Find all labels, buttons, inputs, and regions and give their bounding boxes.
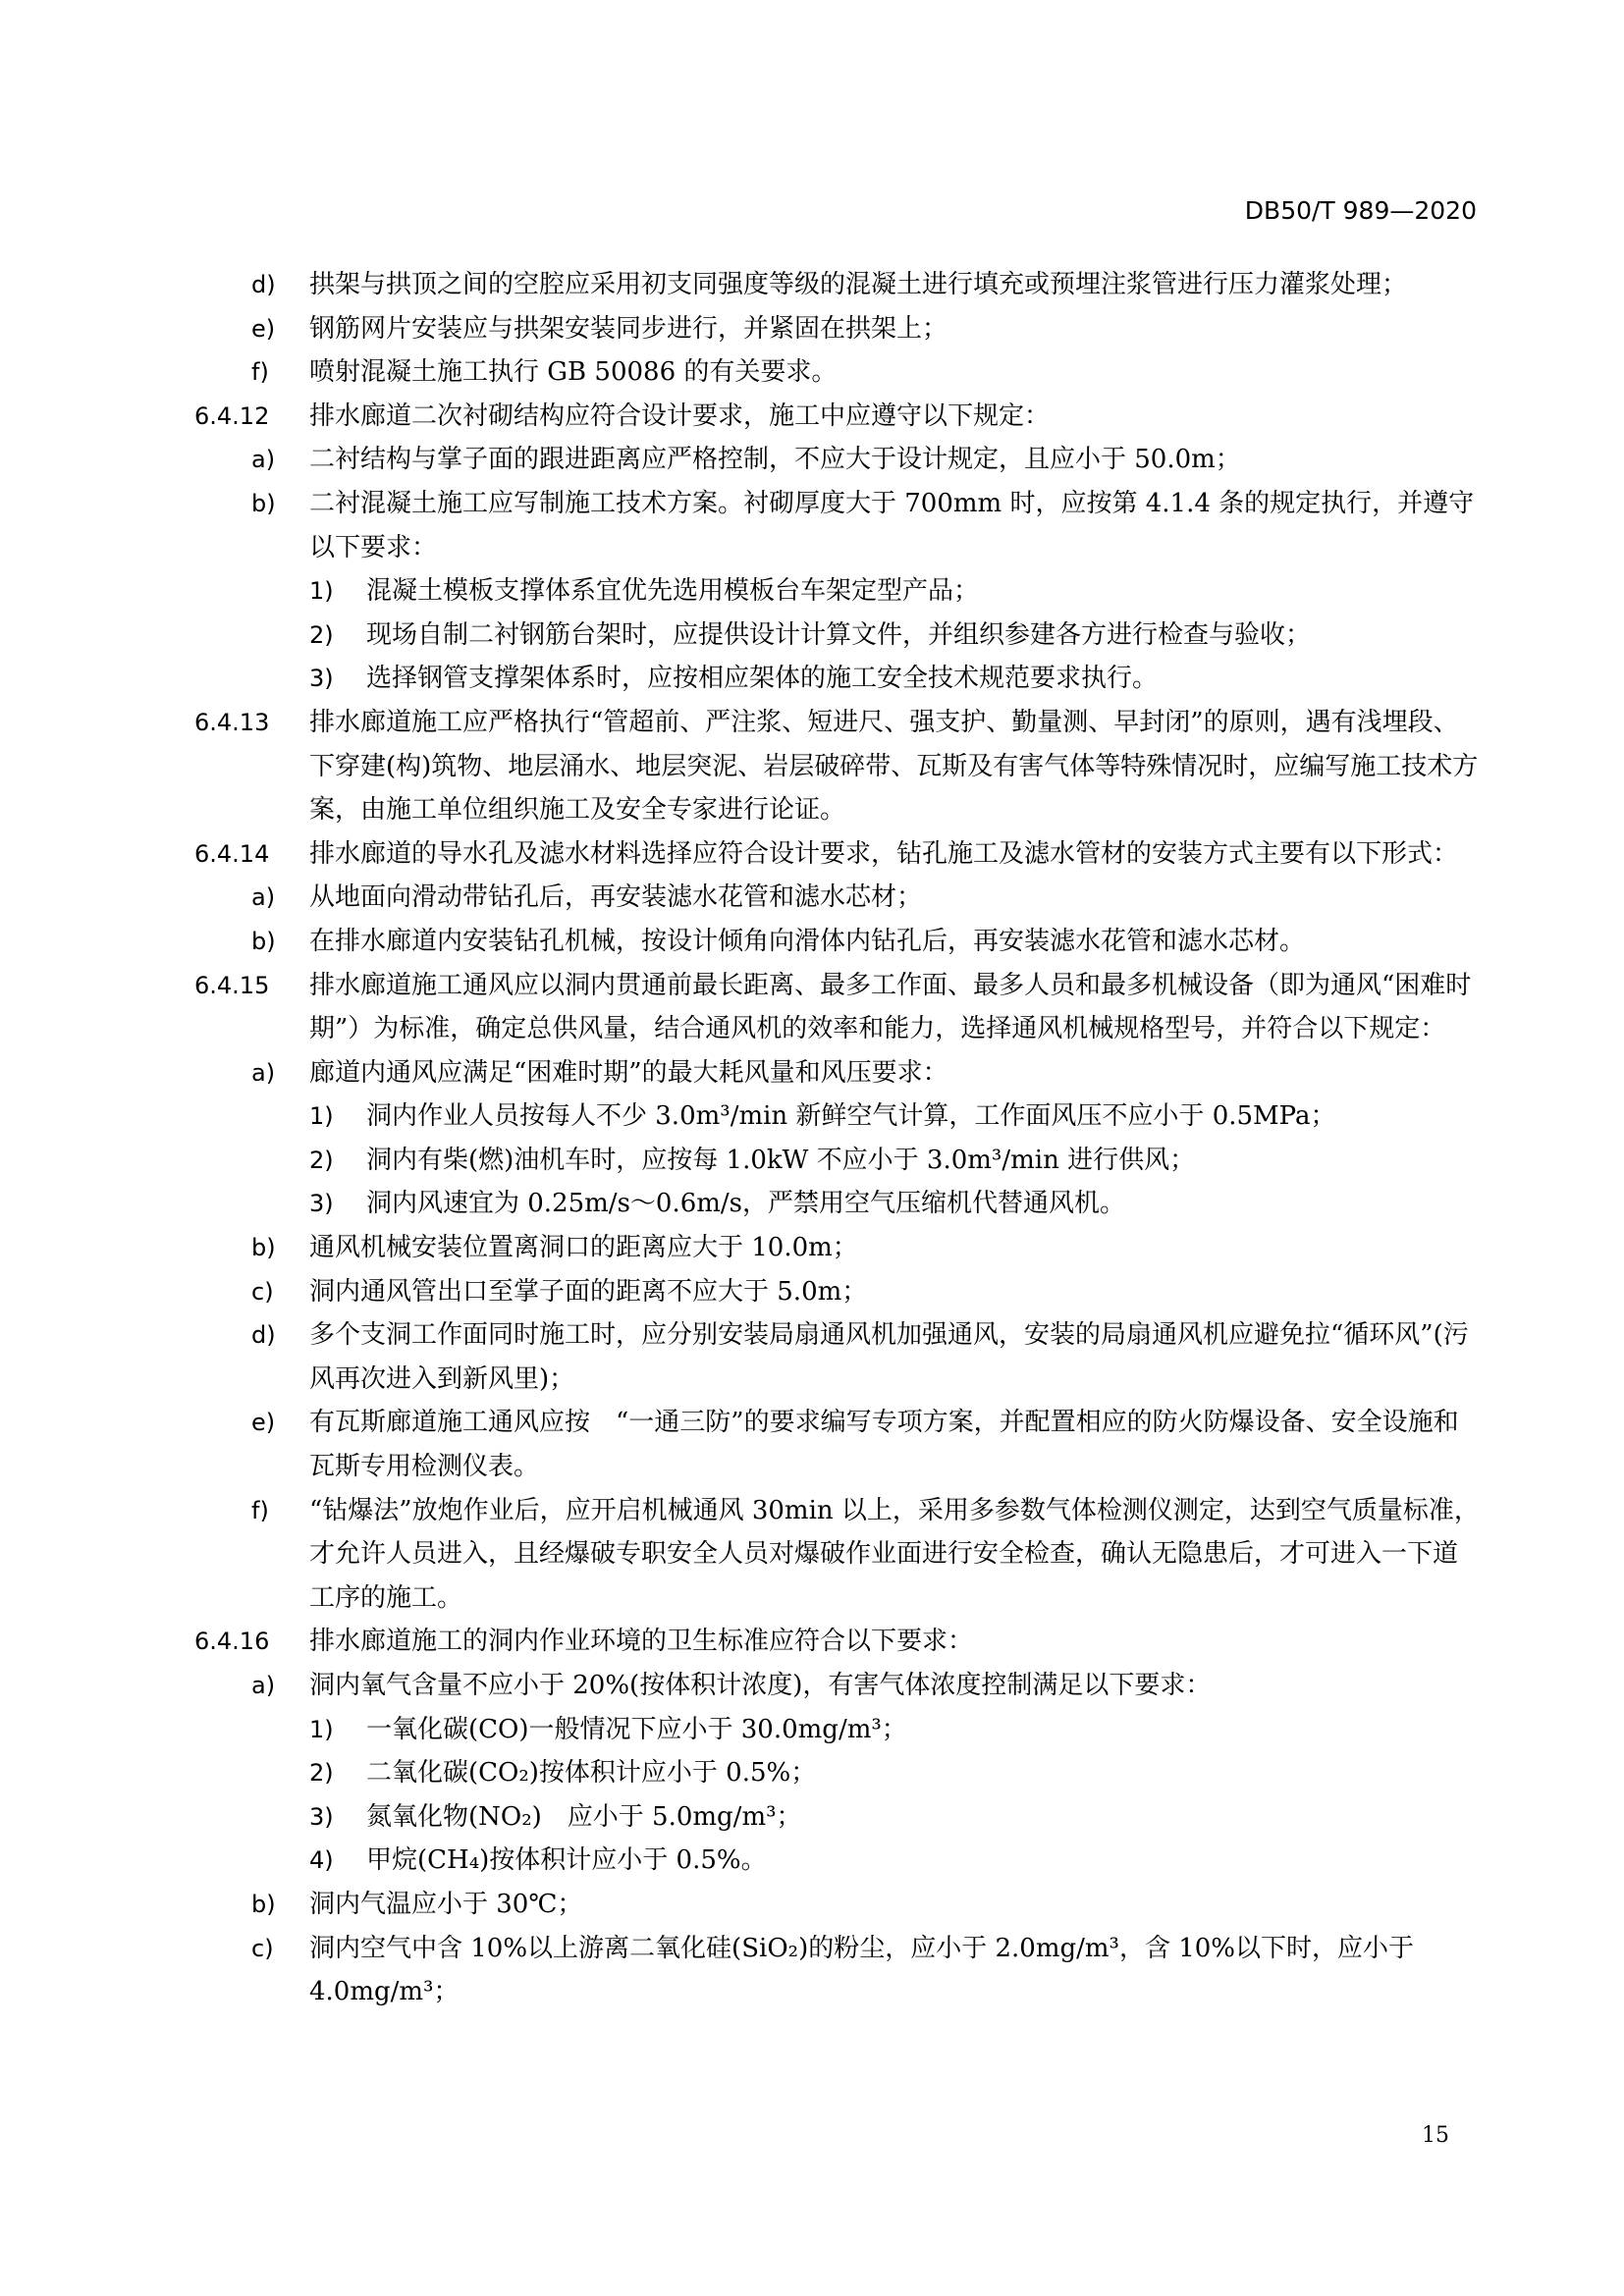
clause-number: 6.4.14 [194,839,270,868]
clause-paragraph [194,701,1481,832]
list-item [194,263,1481,307]
list-marker: d) [251,1321,276,1350]
item-text: 廊道内通风应满足“困难时期”的最大耗风量和风压要求： [309,1057,948,1088]
list-marker: c) [251,1277,274,1306]
item-text: 二衬结构与掌子面的跟进距离应严格控制，不应大于设计规定，且应小于 50.0m； [309,445,1241,475]
list-item [194,1270,1481,1314]
list-item [194,1751,1481,1795]
list-marker: f) [251,1496,269,1524]
clause-number: 6.4.13 [194,708,270,736]
list-marker: e) [251,1409,276,1437]
list-item [194,1795,1481,1840]
list-marker: 1) [309,1715,334,1743]
list-item [194,1313,1481,1401]
item-text: 排水廊道施工通风应以洞内贯通前最长距离、最多工作面、最多人员和最多机械设备（即为通风“困难时期”）为标准，确定总供风量，结合通风机的效率和能力，选择通风机械规格型号，并符合以下规定： [309,970,1472,1044]
list-item [194,482,1481,569]
item-text: 混凝土模板支撑体系宜优先选用模板台车架定型产品； [366,576,980,607]
list-marker: b) [251,1234,276,1262]
list-marker: b) [251,489,276,517]
list-marker: f) [251,358,269,387]
list-item [194,350,1481,395]
list-marker: 3) [309,1802,334,1831]
item-text: 现场自制二衬钢筋台架时，应提供设计计算文件，并组织参建各方进行检查与验收； [366,619,1312,650]
list-item [194,569,1481,614]
list-item [194,1927,1481,2014]
item-text: 通风机械安装位置离洞口的距离应大于 10.0m； [309,1233,858,1263]
list-marker: 1) [309,577,334,606]
list-marker: b) [251,1890,276,1918]
list-marker: c) [251,1934,274,1962]
list-marker: 3) [309,1190,334,1218]
list-item [194,1883,1481,1927]
standard-code-header: DB50/T 989—2020 [1244,196,1477,225]
item-text: 洞内气温应小于 30℃； [309,1889,583,1919]
list-item [194,307,1481,351]
list-item [194,614,1481,658]
item-text: 多个支洞工作面同时施工时，应分别安装局扇通风机加强通风，安装的局扇通风机应避免拉“循环风”(污风再次进入到新风里)； [309,1320,1469,1394]
item-text: 洞内氧气含量不应小于 20%(按体积计浓度)，有害气体浓度控制满足以下要求： [309,1671,1212,1700]
list-marker: b) [251,927,276,955]
list-marker: 2) [309,1146,334,1174]
list-item [194,1139,1481,1183]
item-text: 排水廊道的导水孔及滤水材料选择应符合设计要求，钻孔施工及滤水管材的安装方式主要有以下形式： [309,838,1459,869]
list-item [194,657,1481,701]
item-text: 排水廊道施工的洞内作业环境的卫生标准应符合以下要求： [309,1627,974,1657]
item-text: 拱架与拱顶之间的空腔应采用初支同强度等级的混凝土进行填充或预埋注浆管进行压力灌浆处理； [309,270,1408,299]
list-marker: a) [251,1058,276,1087]
clause-number: 6.4.12 [194,401,270,430]
item-text: 喷射混凝土施工执行 GB 50086 的有关要求。 [309,357,838,388]
list-marker: 1) [309,1102,334,1131]
item-text: 二衬混凝土施工应写制施工技术方案。衬砌厚度大于 700mm 时，应按第 4.1.4 条的规定执行，并遵守以下要求： [309,488,1475,562]
item-text: 洞内风速宜为 0.25m/s～0.6m/s，严禁用空气压缩机代替通风机。 [366,1189,1126,1219]
clause-number: 6.4.16 [194,1628,270,1656]
list-marker: 2) [309,1759,334,1788]
item-text: 洞内通风管出口至掌子面的距离不应大于 5.0m； [309,1276,868,1307]
clause-paragraph [194,1620,1481,1664]
item-text: 洞内空气中含 10%以上游离二氧化硅(SiO₂)的粉尘，应小于 2.0mg/m³，含 10%以下时，应小于 4.0mg/m³； [309,1933,1415,2007]
list-item [194,1489,1481,1621]
list-item [194,1095,1481,1139]
list-marker: 2) [309,620,334,649]
list-item [194,1708,1481,1752]
clause-number: 6.4.15 [194,971,270,999]
item-text: 在排水廊道内安装钻孔机械，按设计倾角向滑体内钻孔后，再安装滤水花管和滤水芯材。 [309,926,1306,956]
list-marker: 3) [309,665,334,693]
list-marker: e) [251,314,276,343]
page-number: 15 [1422,2123,1449,2148]
list-item [194,1839,1481,1883]
list-item [194,1051,1481,1095]
list-item [194,876,1481,920]
list-item [194,1182,1481,1226]
list-marker: a) [251,446,276,474]
list-marker: 4) [309,1846,334,1875]
list-item [194,1226,1481,1270]
item-text: 一氧化碳(CO)一般情况下应小于 30.0mg/m³； [366,1714,907,1744]
item-text: 甲烷(CH₄)按体积计应小于 0.5%。 [366,1845,767,1876]
item-text: 洞内作业人员按每人不少 3.0m³/min 新鲜空气计算，工作面风压不应小于 0.5MPa； [366,1101,1336,1132]
list-marker: d) [251,271,276,298]
clause-paragraph [194,395,1481,439]
list-item [194,920,1481,964]
clause-paragraph [194,832,1481,877]
item-text: “钻爆法”放炮作业后，应开启机械通风 30min 以上，采用多参数气体检测仪测定，达到空气质量标准，才允许人员进入，且经爆破专职安全人员对爆破作业面进行安全检查，确认无隐患后，才可进入一下道工序的施工。 [309,1495,1480,1613]
list-item [194,438,1481,482]
clause-paragraph [194,964,1481,1051]
item-text: 排水廊道施工应严格执行“管超前、严注浆、短进尺、强支护、勤量测、早封闭”的原则，遇有浅埋段、下穿建(构)筑物、地层涌水、地层突泥、岩层破碎带、瓦斯及有害气体等特殊情况时，应编写施工技术方案，由施工单位组织施工及安全专家进行论证。 [309,707,1479,826]
document-body [194,263,1481,2014]
item-text: 从地面向滑动带钻孔后，再安装滤水花管和滤水芯材； [309,882,923,913]
item-text: 钢筋网片安装应与拱架安装同步进行，并紧固在拱架上； [309,313,948,344]
item-text: 选择钢管支撑架体系时，应按相应架体的施工安全技术规范要求执行。 [366,664,1159,694]
item-text: 二氧化碳(CO₂)按体积计应小于 0.5%； [366,1758,817,1789]
item-text: 洞内有柴(燃)油机车时，应按每 1.0kW 不应小于 3.0m³/min 进行供风； [366,1145,1196,1175]
list-marker: a) [251,883,276,912]
list-marker: a) [251,1672,276,1699]
item-text: 有瓦斯廊道施工通风应按 “一通三防”的要求编写专项方案，并配置相应的防火防爆设备、安全设施和瓦斯专用检测仪表。 [309,1408,1459,1482]
list-item [194,1401,1481,1488]
list-item [194,1664,1481,1708]
item-text: 排水廊道二次衬砌结构应符合设计要求，施工中应遵守以下规定： [309,400,1051,431]
item-text: 氮氧化物(NO₂) 应小于 5.0mg/m³； [366,1801,802,1832]
